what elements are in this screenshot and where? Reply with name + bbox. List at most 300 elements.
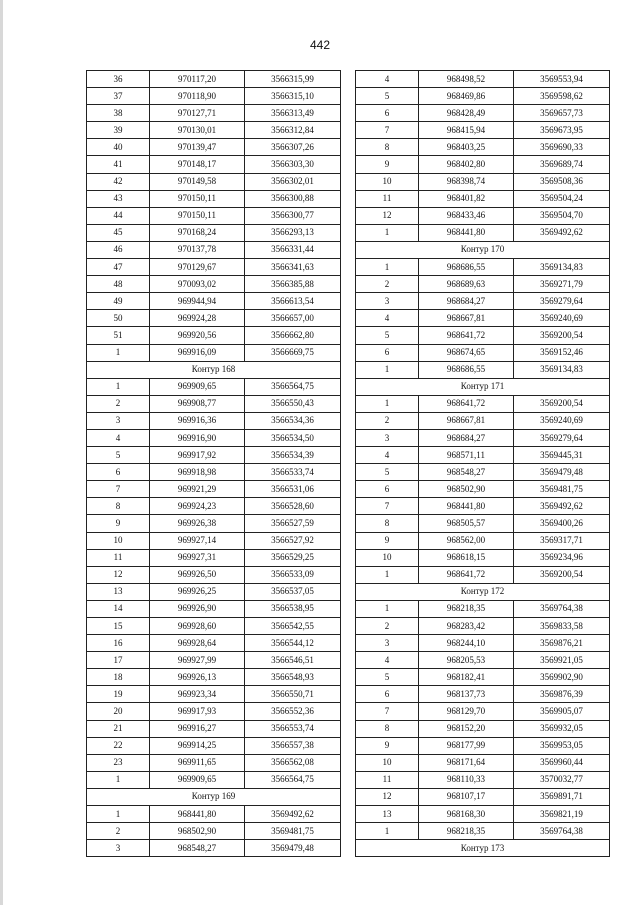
- point-number-cell: 3: [356, 635, 419, 652]
- point-number-cell: 2: [356, 618, 419, 635]
- x-coordinate-cell: 969921,29: [150, 481, 245, 498]
- x-coordinate-cell: 968403,25: [419, 139, 514, 156]
- y-coordinate-cell: 3569200,54: [514, 327, 610, 344]
- y-coordinate-cell: 3566527,59: [245, 515, 341, 532]
- point-number-cell: 36: [87, 71, 150, 88]
- x-coordinate-cell: 969917,92: [150, 447, 245, 464]
- x-coordinate-cell: 968641,72: [419, 327, 514, 344]
- x-coordinate-cell: 968505,57: [419, 515, 514, 532]
- point-number-cell: 1: [87, 344, 150, 361]
- contour-header-row: [87, 788, 341, 805]
- x-coordinate-cell: 970150,11: [150, 207, 245, 224]
- point-number-cell: 8: [356, 720, 419, 737]
- y-coordinate-cell: 3566529,25: [245, 549, 341, 566]
- table-row: [87, 720, 341, 737]
- table-row: [356, 71, 610, 88]
- table-row: [356, 669, 610, 686]
- y-coordinate-cell: 3569764,38: [514, 600, 610, 617]
- y-coordinate-cell: 3566315,99: [245, 71, 341, 88]
- point-number-cell: 10: [356, 173, 419, 190]
- table-row: [356, 395, 610, 412]
- point-number-cell: 6: [356, 105, 419, 122]
- y-coordinate-cell: 3569598,62: [514, 88, 610, 105]
- table-row: [356, 464, 610, 481]
- y-coordinate-cell: 3566557,38: [245, 737, 341, 754]
- y-coordinate-cell: 3569492,62: [514, 224, 610, 241]
- x-coordinate-cell: 968641,72: [419, 395, 514, 412]
- point-number-cell: 11: [356, 771, 419, 788]
- y-coordinate-cell: 3569902,90: [514, 669, 610, 686]
- x-coordinate-cell: 970149,58: [150, 173, 245, 190]
- y-coordinate-cell: 3566533,09: [245, 566, 341, 583]
- y-coordinate-cell: 3566553,74: [245, 720, 341, 737]
- y-coordinate-cell: 3566307,26: [245, 139, 341, 156]
- x-coordinate-cell: 968244,10: [419, 635, 514, 652]
- x-coordinate-cell: 969923,34: [150, 686, 245, 703]
- y-coordinate-cell: 3569657,73: [514, 105, 610, 122]
- table-row: [87, 327, 341, 344]
- point-number-cell: 1: [356, 600, 419, 617]
- y-coordinate-cell: 3566546,51: [245, 652, 341, 669]
- x-coordinate-cell: 969909,65: [150, 378, 245, 395]
- x-coordinate-cell: 969924,23: [150, 498, 245, 515]
- point-number-cell: 2: [87, 823, 150, 840]
- y-coordinate-cell: 3566538,95: [245, 600, 341, 617]
- table-row: [87, 190, 341, 207]
- x-coordinate-cell: 968171,64: [419, 754, 514, 771]
- y-coordinate-cell: 3569445,31: [514, 447, 610, 464]
- point-number-cell: 4: [87, 429, 150, 446]
- point-number-cell: 10: [356, 754, 419, 771]
- table-row: [87, 635, 341, 652]
- y-coordinate-cell: 3569905,07: [514, 703, 610, 720]
- x-coordinate-cell: 969916,09: [150, 344, 245, 361]
- x-coordinate-cell: 968402,80: [419, 156, 514, 173]
- contour-label: Контур 170: [356, 241, 610, 258]
- x-coordinate-cell: 970168,24: [150, 224, 245, 241]
- contour-header-row: [356, 840, 610, 857]
- table-row: [356, 310, 610, 327]
- point-number-cell: 43: [87, 190, 150, 207]
- x-coordinate-cell: 969916,36: [150, 412, 245, 429]
- x-coordinate-cell: 970129,67: [150, 259, 245, 276]
- x-coordinate-cell: 968283,42: [419, 618, 514, 635]
- point-number-cell: 4: [356, 310, 419, 327]
- point-number-cell: 8: [356, 515, 419, 532]
- point-number-cell: 37: [87, 88, 150, 105]
- point-number-cell: 1: [356, 823, 419, 840]
- y-coordinate-cell: 3566302,01: [245, 173, 341, 190]
- y-coordinate-cell: 3569953,05: [514, 737, 610, 754]
- point-number-cell: 48: [87, 276, 150, 293]
- point-number-cell: 12: [356, 207, 419, 224]
- x-coordinate-cell: 968684,27: [419, 429, 514, 446]
- table-row: [356, 720, 610, 737]
- x-coordinate-cell: 969926,25: [150, 583, 245, 600]
- x-coordinate-cell: 968152,20: [419, 720, 514, 737]
- y-coordinate-cell: 3566613,54: [245, 293, 341, 310]
- contour-label: Контур 173: [356, 840, 610, 857]
- x-coordinate-cell: 968441,80: [419, 224, 514, 241]
- point-number-cell: 47: [87, 259, 150, 276]
- x-coordinate-cell: 968168,30: [419, 806, 514, 823]
- table-row: [87, 652, 341, 669]
- table-row: [356, 122, 610, 139]
- point-number-cell: 44: [87, 207, 150, 224]
- point-number-cell: 38: [87, 105, 150, 122]
- y-coordinate-cell: 3569876,21: [514, 635, 610, 652]
- x-coordinate-cell: 968686,55: [419, 259, 514, 276]
- y-coordinate-cell: 3569234,96: [514, 549, 610, 566]
- point-number-cell: 1: [356, 395, 419, 412]
- page-number: 442: [309, 38, 331, 52]
- y-coordinate-cell: 3569400,26: [514, 515, 610, 532]
- y-coordinate-cell: 3566534,39: [245, 447, 341, 464]
- table-row: [87, 259, 341, 276]
- point-number-cell: 5: [356, 669, 419, 686]
- point-number-cell: 12: [87, 566, 150, 583]
- x-coordinate-cell: 968218,35: [419, 823, 514, 840]
- point-number-cell: 3: [356, 429, 419, 446]
- point-number-cell: 42: [87, 173, 150, 190]
- table-row: [356, 173, 610, 190]
- y-coordinate-cell: 3566537,05: [245, 583, 341, 600]
- y-coordinate-cell: 3569821,19: [514, 806, 610, 823]
- point-number-cell: 1: [356, 224, 419, 241]
- x-coordinate-cell: 970093,02: [150, 276, 245, 293]
- table-row: [356, 88, 610, 105]
- point-number-cell: 10: [356, 549, 419, 566]
- y-coordinate-cell: 3569876,39: [514, 686, 610, 703]
- point-number-cell: 9: [356, 156, 419, 173]
- x-coordinate-cell: 969926,50: [150, 566, 245, 583]
- table-row: [87, 122, 341, 139]
- table-row: [87, 703, 341, 720]
- y-coordinate-cell: 3566534,36: [245, 412, 341, 429]
- y-coordinate-cell: 3569279,64: [514, 293, 610, 310]
- table-row: [87, 276, 341, 293]
- table-row: [87, 88, 341, 105]
- point-number-cell: 7: [356, 703, 419, 720]
- point-number-cell: 19: [87, 686, 150, 703]
- y-coordinate-cell: 3569492,62: [245, 806, 341, 823]
- point-number-cell: 40: [87, 139, 150, 156]
- point-number-cell: 7: [87, 481, 150, 498]
- point-number-cell: 21: [87, 720, 150, 737]
- table-row: [356, 703, 610, 720]
- coordinates-table-right: [355, 70, 610, 857]
- coordinates-table-left: [86, 70, 341, 857]
- x-coordinate-cell: 969928,64: [150, 635, 245, 652]
- y-coordinate-cell: 3569891,71: [514, 788, 610, 805]
- y-coordinate-cell: 3566657,00: [245, 310, 341, 327]
- y-coordinate-cell: 3569764,38: [514, 823, 610, 840]
- point-number-cell: 9: [87, 515, 150, 532]
- x-coordinate-cell: 969916,27: [150, 720, 245, 737]
- table-row: [356, 652, 610, 669]
- x-coordinate-cell: 968641,72: [419, 566, 514, 583]
- y-coordinate-cell: 3569279,64: [514, 429, 610, 446]
- point-number-cell: 6: [87, 464, 150, 481]
- x-coordinate-cell: 968667,81: [419, 310, 514, 327]
- y-coordinate-cell: 3569504,24: [514, 190, 610, 207]
- point-number-cell: 11: [87, 549, 150, 566]
- point-number-cell: 14: [87, 600, 150, 617]
- point-number-cell: 1: [356, 361, 419, 378]
- y-coordinate-cell: 3569690,33: [514, 139, 610, 156]
- point-number-cell: 15: [87, 618, 150, 635]
- x-coordinate-cell: 969914,25: [150, 737, 245, 754]
- y-coordinate-cell: 3569553,94: [514, 71, 610, 88]
- table-row: [356, 823, 610, 840]
- point-number-cell: 4: [356, 652, 419, 669]
- point-number-cell: 8: [356, 139, 419, 156]
- table-row: [87, 293, 341, 310]
- contour-header-row: [356, 378, 610, 395]
- x-coordinate-cell: 968441,80: [150, 806, 245, 823]
- table-row: [87, 806, 341, 823]
- point-number-cell: 2: [356, 276, 419, 293]
- table-row: [87, 156, 341, 173]
- table-row: [356, 361, 610, 378]
- table-row: [87, 139, 341, 156]
- table-row: [87, 378, 341, 395]
- table-row: [87, 310, 341, 327]
- y-coordinate-cell: 3569134,83: [514, 259, 610, 276]
- table-row: [87, 344, 341, 361]
- x-coordinate-cell: 968401,82: [419, 190, 514, 207]
- x-coordinate-cell: 968398,74: [419, 173, 514, 190]
- x-coordinate-cell: 968129,70: [419, 703, 514, 720]
- x-coordinate-cell: 969920,56: [150, 327, 245, 344]
- y-coordinate-cell: 3566564,75: [245, 771, 341, 788]
- table-row: [356, 190, 610, 207]
- y-coordinate-cell: 3566562,08: [245, 754, 341, 771]
- point-number-cell: 13: [356, 806, 419, 823]
- x-coordinate-cell: 969908,77: [150, 395, 245, 412]
- x-coordinate-cell: 970127,71: [150, 105, 245, 122]
- y-coordinate-cell: 3569921,05: [514, 652, 610, 669]
- table-row: [356, 481, 610, 498]
- table-row: [356, 447, 610, 464]
- x-coordinate-cell: 968137,73: [419, 686, 514, 703]
- point-number-cell: 22: [87, 737, 150, 754]
- x-coordinate-cell: 969909,65: [150, 771, 245, 788]
- y-coordinate-cell: 3566550,43: [245, 395, 341, 412]
- table-row: [87, 464, 341, 481]
- x-coordinate-cell: 968218,35: [419, 600, 514, 617]
- point-number-cell: 5: [356, 88, 419, 105]
- table-row: [87, 173, 341, 190]
- point-number-cell: 10: [87, 532, 150, 549]
- table-row: [356, 105, 610, 122]
- table-row: [356, 327, 610, 344]
- x-coordinate-cell: 968498,52: [419, 71, 514, 88]
- table-row: [87, 447, 341, 464]
- table-row: [87, 105, 341, 122]
- table-row: [356, 344, 610, 361]
- x-coordinate-cell: 970130,01: [150, 122, 245, 139]
- point-number-cell: 3: [87, 840, 150, 857]
- contour-label: Контур 168: [87, 361, 341, 378]
- table-row: [87, 771, 341, 788]
- y-coordinate-cell: 3566527,92: [245, 532, 341, 549]
- table-row: [356, 771, 610, 788]
- x-coordinate-cell: 968107,17: [419, 788, 514, 805]
- y-coordinate-cell: 3566669,75: [245, 344, 341, 361]
- table-row: [87, 207, 341, 224]
- point-number-cell: 12: [356, 788, 419, 805]
- y-coordinate-cell: 3569689,74: [514, 156, 610, 173]
- x-coordinate-cell: 969944,94: [150, 293, 245, 310]
- y-coordinate-cell: 3566552,36: [245, 703, 341, 720]
- point-number-cell: 1: [356, 566, 419, 583]
- x-coordinate-cell: 968205,53: [419, 652, 514, 669]
- table-row: [356, 806, 610, 823]
- point-number-cell: 5: [356, 464, 419, 481]
- x-coordinate-cell: 968469,86: [419, 88, 514, 105]
- point-number-cell: 39: [87, 122, 150, 139]
- point-number-cell: 3: [356, 293, 419, 310]
- y-coordinate-cell: 3566533,74: [245, 464, 341, 481]
- table-row: [356, 498, 610, 515]
- x-coordinate-cell: 969928,60: [150, 618, 245, 635]
- point-number-cell: 46: [87, 241, 150, 258]
- y-coordinate-cell: 3566531,06: [245, 481, 341, 498]
- x-coordinate-cell: 969918,98: [150, 464, 245, 481]
- y-coordinate-cell: 3566544,12: [245, 635, 341, 652]
- x-coordinate-cell: 969927,31: [150, 549, 245, 566]
- point-number-cell: 51: [87, 327, 150, 344]
- y-coordinate-cell: 3569200,54: [514, 566, 610, 583]
- y-coordinate-cell: 3569504,70: [514, 207, 610, 224]
- x-coordinate-cell: 968548,27: [150, 840, 245, 857]
- table-row: [87, 532, 341, 549]
- table-row: [356, 549, 610, 566]
- x-coordinate-cell: 969917,93: [150, 703, 245, 720]
- y-coordinate-cell: 3566564,75: [245, 378, 341, 395]
- point-number-cell: 1: [356, 259, 419, 276]
- point-number-cell: 1: [87, 378, 150, 395]
- table-row: [87, 549, 341, 566]
- point-number-cell: 1: [87, 771, 150, 788]
- y-coordinate-cell: 3566331,44: [245, 241, 341, 258]
- table-row: [87, 686, 341, 703]
- table-row: [356, 515, 610, 532]
- point-number-cell: 41: [87, 156, 150, 173]
- table-row: [356, 566, 610, 583]
- table-row: [87, 823, 341, 840]
- point-number-cell: 9: [356, 737, 419, 754]
- y-coordinate-cell: 3569271,79: [514, 276, 610, 293]
- contour-header-row: [87, 361, 341, 378]
- table-row: [356, 412, 610, 429]
- table-row: [356, 429, 610, 446]
- contour-label: Контур 172: [356, 583, 610, 600]
- x-coordinate-cell: 969926,13: [150, 669, 245, 686]
- table-row: [356, 618, 610, 635]
- x-coordinate-cell: 970148,17: [150, 156, 245, 173]
- point-number-cell: 49: [87, 293, 150, 310]
- point-number-cell: 3: [87, 412, 150, 429]
- point-number-cell: 23: [87, 754, 150, 771]
- point-number-cell: 6: [356, 344, 419, 361]
- table-row: [87, 71, 341, 88]
- x-coordinate-cell: 968562,00: [419, 532, 514, 549]
- table-row: [356, 224, 610, 241]
- point-number-cell: 17: [87, 652, 150, 669]
- table-row: [356, 293, 610, 310]
- y-coordinate-cell: 3569152,46: [514, 344, 610, 361]
- table-row: [356, 139, 610, 156]
- table-row: [356, 600, 610, 617]
- x-coordinate-cell: 968441,80: [419, 498, 514, 515]
- y-coordinate-cell: 3566550,71: [245, 686, 341, 703]
- table-row: [87, 754, 341, 771]
- y-coordinate-cell: 3569492,62: [514, 498, 610, 515]
- y-coordinate-cell: 3566313,49: [245, 105, 341, 122]
- x-coordinate-cell: 968502,90: [419, 481, 514, 498]
- y-coordinate-cell: 3569479,48: [514, 464, 610, 481]
- table-row: [87, 481, 341, 498]
- table-row: [87, 515, 341, 532]
- x-coordinate-cell: 969927,99: [150, 652, 245, 669]
- point-number-cell: 18: [87, 669, 150, 686]
- table-row: [87, 395, 341, 412]
- y-coordinate-cell: 3566315,10: [245, 88, 341, 105]
- y-coordinate-cell: 3566293,13: [245, 224, 341, 241]
- point-number-cell: 20: [87, 703, 150, 720]
- x-coordinate-cell: 969924,28: [150, 310, 245, 327]
- x-coordinate-cell: 970117,20: [150, 71, 245, 88]
- y-coordinate-cell: 3566548,93: [245, 669, 341, 686]
- x-coordinate-cell: 968415,94: [419, 122, 514, 139]
- y-coordinate-cell: 3566385,88: [245, 276, 341, 293]
- table-row: [87, 566, 341, 583]
- x-coordinate-cell: 968177,99: [419, 737, 514, 754]
- table-row: [87, 840, 341, 857]
- table-row: [356, 156, 610, 173]
- x-coordinate-cell: 970137,78: [150, 241, 245, 258]
- contour-label: Контур 169: [87, 788, 341, 805]
- point-number-cell: 2: [87, 395, 150, 412]
- point-number-cell: 2: [356, 412, 419, 429]
- point-number-cell: 6: [356, 686, 419, 703]
- contour-label: Контур 171: [356, 378, 610, 395]
- table-row: [87, 583, 341, 600]
- table-row: [87, 224, 341, 241]
- y-coordinate-cell: 3569240,69: [514, 412, 610, 429]
- x-coordinate-cell: 970139,47: [150, 139, 245, 156]
- point-number-cell: 8: [87, 498, 150, 515]
- y-coordinate-cell: 3566303,30: [245, 156, 341, 173]
- table-row: [356, 276, 610, 293]
- point-number-cell: 7: [356, 498, 419, 515]
- y-coordinate-cell: 3566534,50: [245, 429, 341, 446]
- table-row: [356, 686, 610, 703]
- contour-header-row: [356, 583, 610, 600]
- y-coordinate-cell: 3569200,54: [514, 395, 610, 412]
- point-number-cell: 6: [356, 481, 419, 498]
- x-coordinate-cell: 968502,90: [150, 823, 245, 840]
- y-coordinate-cell: 3569833,58: [514, 618, 610, 635]
- x-coordinate-cell: 968618,15: [419, 549, 514, 566]
- x-coordinate-cell: 968110,33: [419, 771, 514, 788]
- table-row: [356, 259, 610, 276]
- y-coordinate-cell: 3566528,60: [245, 498, 341, 515]
- point-number-cell: 5: [356, 327, 419, 344]
- table-row: [87, 498, 341, 515]
